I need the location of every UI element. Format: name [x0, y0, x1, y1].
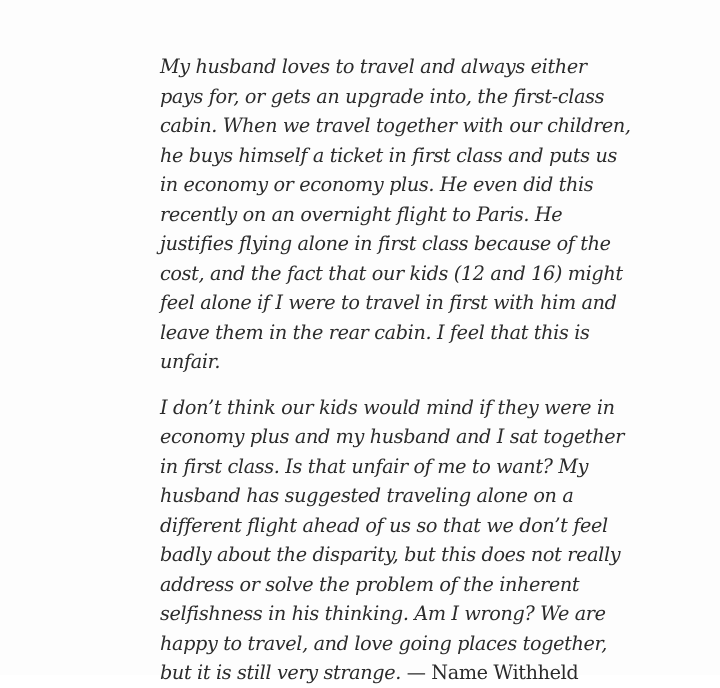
text-line: badly about the disparity, but this does not really: [160, 543, 621, 566]
text-line: cost, and the fact that our kids (12 and 16) might: [160, 261, 623, 285]
signature: — Name Withheld: [406, 661, 579, 684]
text-line: leave them in the rear cabin. I feel that this is: [160, 320, 590, 344]
text-line: in economy or economy plus. He even did this: [160, 173, 594, 196]
text-line: My husband loves to travel and always either: [160, 55, 587, 78]
text-line: unfair.: [160, 350, 221, 373]
text-line: different flight ahead of us so that we don’t feel: [160, 513, 608, 537]
text-line: pays for, or gets an upgrade into, the first-class: [160, 84, 605, 108]
paragraph-2: [160, 393, 630, 688]
text-line-last: [160, 658, 630, 688]
text-line: selfishness in his thinking. Am I wrong? We are: [160, 602, 606, 625]
advice-letter: [160, 52, 630, 688]
text-line: in first class. Is that unfair of me to want? My: [160, 454, 589, 478]
text-line: husband has suggested traveling alone on a: [160, 484, 574, 507]
text-line: happy to travel, and love going places together,: [160, 631, 607, 655]
closing-text: but it is still very strange.: [160, 661, 407, 684]
text-line: recently on an overnight flight to Paris. He: [160, 202, 563, 226]
paragraph-1: [160, 52, 630, 377]
text-line: justifies flying alone in first class because of the: [160, 232, 611, 255]
text-line: economy plus and my husband and I sat together: [160, 425, 625, 448]
text-line: address or solve the problem of the inherent: [160, 572, 580, 596]
text-line: I don’t think our kids would mind if they were in: [160, 395, 615, 419]
text-line: he buys himself a ticket in first class and puts us: [160, 143, 617, 167]
text-line: cabin. When we travel together with our children,: [160, 114, 631, 137]
text-line: feel alone if I were to travel in first with him and: [160, 291, 617, 314]
